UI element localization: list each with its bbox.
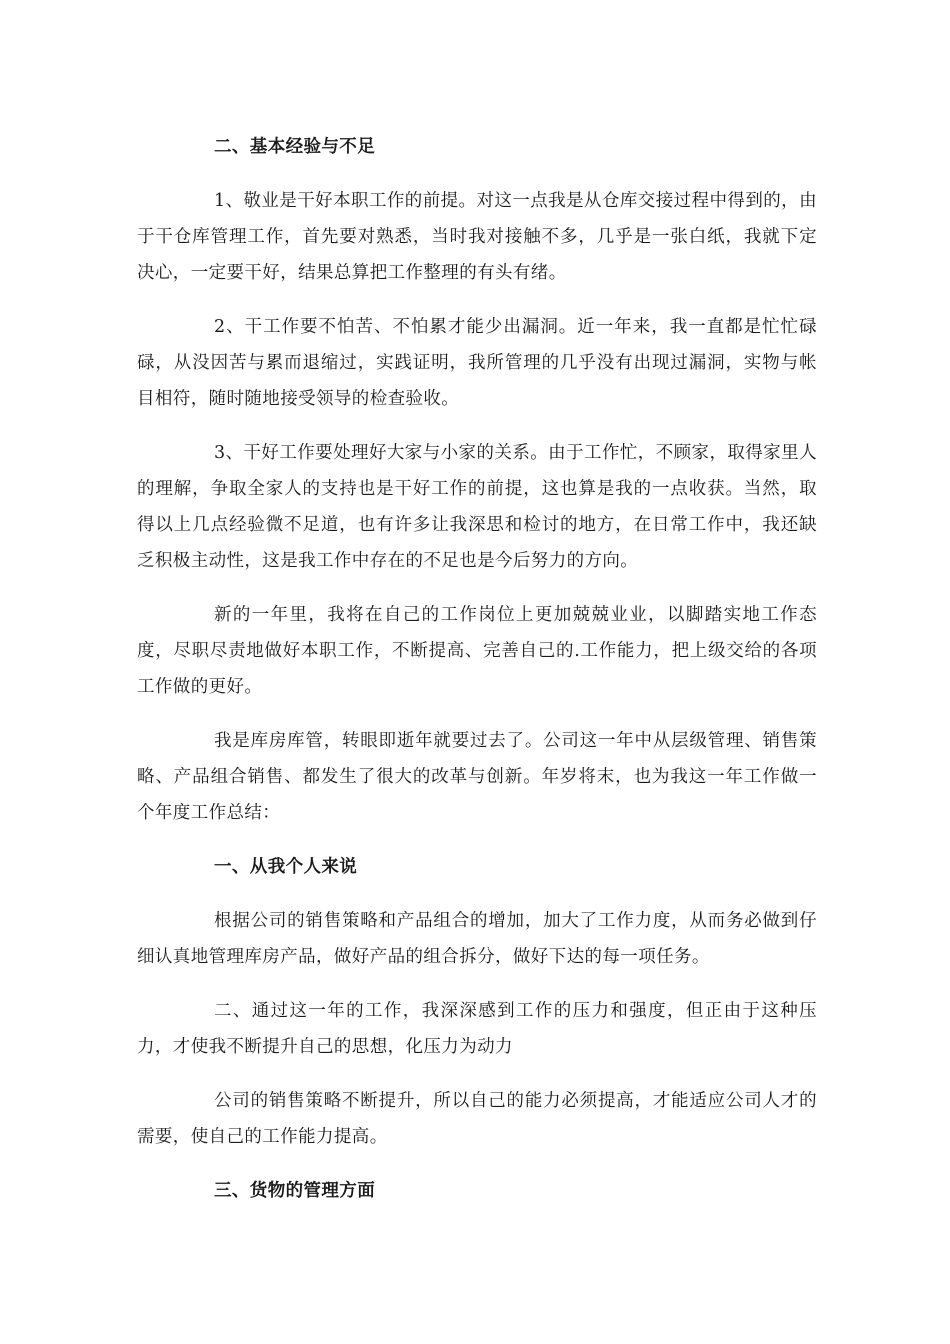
paragraph-pressure: 二、通过这一年的工作，我深深感到工作的压力和强度，但正由于这种压力，才使我不断提升自己的思想，化压力为动力 [137,1001,817,1057]
paragraph-new-year: 新的一年里，我将在自己的工作岗位上更加兢兢业业，以脚踏实地工作态度，尽职尽责地做好本职工作，不断提高、完善自己的.工作能力，把上级交给的各项工作做的更好。 [137,605,817,697]
section-heading-goods-management: 三、货物的管理方面 [214,1181,376,1201]
section-heading-experience: 二、基本经验与不足 [214,137,376,157]
paragraph-sales-strategy: 根据公司的销售策略和产品组合的增加，加大了工作力度，从而务必做到仔细认真地管理库房产品，做好产品的组合拆分，做好下达的每一项任务。 [137,911,817,967]
paragraph-introduction: 我是库房库管，转眼即逝年就要过去了。公司这一年中从层级管理、销售策略、产品组合销售、都发生了很大的改革与创新。年岁将末，也为我这一年工作做一个年度工作总结： [137,731,817,823]
paragraph-ability: 公司的销售策略不断提升，所以自己的能力必须提高，才能适应公司人才的需要，使自己的工作能力提高。 [137,1091,817,1147]
section-heading-personal: 一、从我个人来说 [214,857,358,877]
paragraph-family-balance: 3、干好工作要处理好大家与小家的关系。由于工作忙，不顾家，取得家里人的理解，争取全家人的支持也是干好工作的前提，这也算是我的一点收获。当然，取得以上几点经验微不足道，也有许多让我深思和检讨的地方，在日常工作中，我还缺乏积极主动性，这是我工作中存在的不足也是今后努力的方向。 [137,443,817,571]
paragraph-hard-work: 2、干工作要不怕苦、不怕累才能少出漏洞。近一年来，我一直都是忙忙碌碌，从没因苦与累而退缩过，实践证明，我所管理的几乎没有出现过漏洞，实物与帐目相符，随时随地接受领导的检查验收。 [137,317,817,409]
paragraph-dedication: 1、敬业是干好本职工作的前提。对这一点我是从仓库交接过程中得到的，由于干仓库管理工作，首先要对熟悉，当时我对接触不多，几乎是一张白纸，我就下定决心，一定要干好，结果总算把工作整理的有头有绪。 [137,191,817,283]
document-body [137,129,817,1227]
